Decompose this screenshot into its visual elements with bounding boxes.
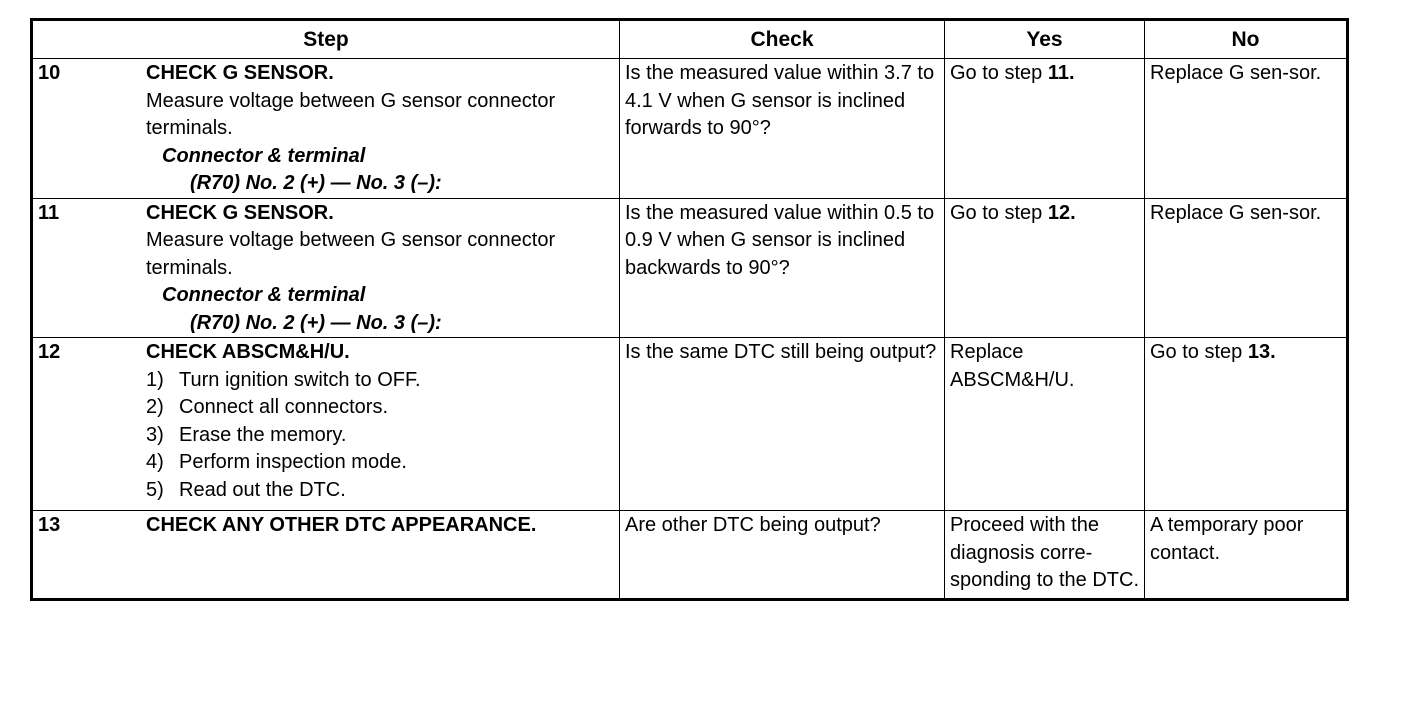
table-row [32, 198, 1348, 338]
step-cell [32, 59, 620, 199]
no-cell: Replace G sen-sor. [1145, 59, 1348, 199]
list-item-number: 3) [146, 423, 164, 446]
step-cell [32, 198, 620, 338]
table-row [32, 511, 1348, 600]
list-item [146, 422, 615, 450]
connector-value: (R70) No. 2 (+) — No. 3 (–): [190, 172, 442, 194]
check-cell: Is the measured value within 0.5 to 0.9 V when G sensor is inclined backwards to 90°? [620, 198, 945, 338]
check-cell: Are other DTC being output? [620, 511, 945, 600]
list-item-number: 2) [146, 396, 164, 418]
no-cell: Replace G sen-sor. [1145, 198, 1348, 338]
yes-cell [945, 59, 1145, 199]
step-description: Measure voltage between G sensor connector terminals. [146, 89, 556, 139]
list-item-number: 5) [146, 478, 164, 501]
diagnostic-table [30, 18, 1349, 601]
step-number: 12 [38, 341, 61, 363]
no-cell [1145, 338, 1348, 511]
table-row [32, 59, 1348, 199]
step-number: 10 [38, 62, 61, 84]
step-number: 11 [38, 201, 60, 224]
step-cell [32, 338, 620, 511]
header-row [32, 20, 1348, 59]
no-step-ref: 13. [1247, 341, 1276, 363]
header-yes: Yes [945, 20, 1145, 59]
list-item-text: Erase the memory. [179, 423, 347, 446]
check-cell: Is the measured value within 3.7 to 4.1 V when G sensor is inclined forwards to 90°? [620, 59, 945, 199]
step-title: CHECK ABSCM&H/U. [146, 341, 350, 363]
step-cell [32, 511, 620, 600]
list-item-text: Connect all connectors. [179, 396, 389, 418]
list-item-text: Turn ignition switch to OFF. [179, 368, 421, 391]
table-row [32, 338, 1348, 511]
step-title: CHECK ANY OTHER DTC APPEARANCE. [146, 514, 537, 536]
yes-text: Go to step [950, 201, 1048, 224]
procedure-list [146, 367, 615, 505]
yes-step-ref: 11. [1047, 62, 1075, 84]
check-cell: Is the same DTC still being output? [620, 338, 945, 511]
step-title: CHECK G SENSOR. [146, 62, 334, 84]
step-number: 13 [38, 514, 61, 536]
list-item-number: 4) [146, 451, 164, 473]
header-no: No [1145, 20, 1348, 59]
step-description: Measure voltage between G sensor connector terminals. [146, 229, 556, 279]
no-cell: A temporary poor contact. [1145, 511, 1348, 600]
list-item-number: 1) [146, 368, 164, 391]
list-item [146, 367, 615, 395]
yes-step-ref: 12. [1047, 201, 1076, 224]
connector-label: Connector & terminal [162, 284, 366, 306]
step-title: CHECK G SENSOR. [146, 201, 334, 224]
list-item [146, 449, 615, 477]
yes-cell: Replace ABSCM&H/U. [945, 338, 1145, 511]
list-item-text: Read out the DTC. [179, 478, 346, 501]
no-text: Go to step [1150, 341, 1248, 363]
list-item-text: Perform inspection mode. [179, 451, 407, 473]
list-item [146, 394, 615, 422]
header-check: Check [620, 20, 945, 59]
yes-cell: Proceed with the diagnosis corre-sponding to the DTC. [945, 511, 1145, 600]
list-item [146, 477, 615, 505]
connector-value: (R70) No. 2 (+) — No. 3 (–): [190, 311, 442, 334]
header-step: Step [32, 20, 620, 59]
connector-label: Connector & terminal [162, 144, 366, 167]
yes-text: Go to step [950, 62, 1048, 84]
yes-cell [945, 198, 1145, 338]
